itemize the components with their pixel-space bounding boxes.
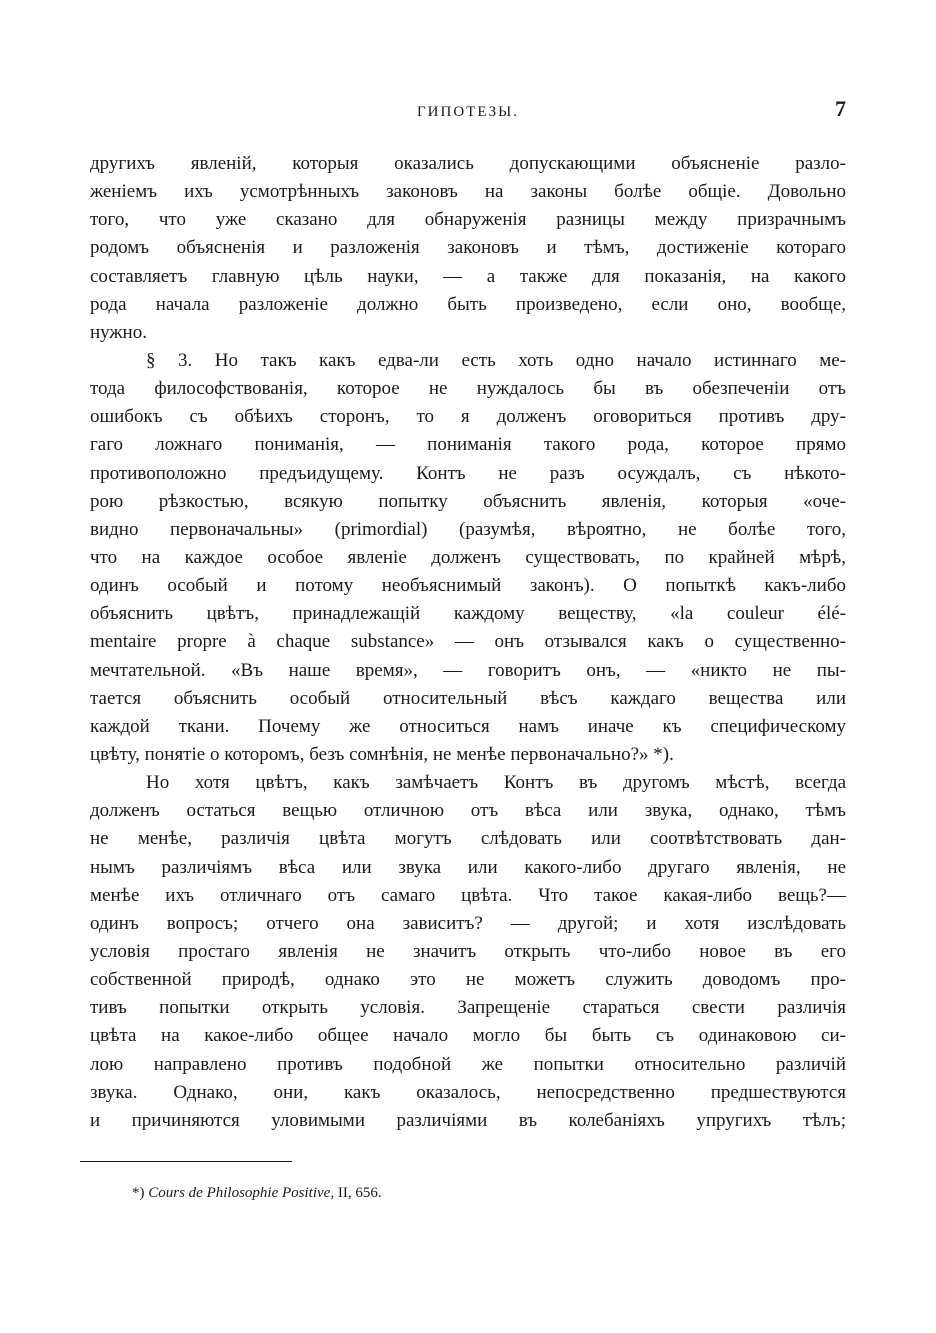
text-line: объяснить цвѣтъ, принадлежащій каждому веществу, «la couleur élé- — [90, 603, 846, 625]
footnote-divider — [80, 1161, 292, 1162]
text-line: что на каждое особое явленіе долженъ существовать, по крайней мѣрѣ, — [90, 546, 846, 568]
text-line: каждой ткани. Почему же относиться намъ иначе къ специфическому — [90, 715, 846, 737]
text-line: нужно. — [90, 321, 147, 343]
text-line: противоположно предъидущему. Контъ не разъ осуждалъ, съ нѣкото- — [90, 462, 846, 484]
text-line: Но хотя цвѣтъ, какъ замѣчаетъ Контъ въ другомъ мѣстѣ, всегда — [146, 772, 846, 794]
text-line: звука. Однако, они, какъ оказалось, непосредственно предшествуются — [90, 1081, 846, 1103]
text-line: долженъ остаться вещью отличною отъ вѣса или звука, однако, тѣмъ — [90, 800, 846, 822]
text-line: цвѣта на какое-либо общее начало могло бы быть съ одинаковою си- — [90, 1025, 846, 1047]
text-line: одинъ вопросъ; отчего она зависитъ? — другой; и хотя изслѣдовать — [90, 912, 846, 934]
footnote-marker: *) — [132, 1185, 145, 1201]
main-text — [90, 150, 846, 1135]
text-line: и причиняются уловимыми различіями въ колебаніяхъ упругихъ тѣлъ; — [90, 1109, 846, 1131]
text-line: рода начала разложеніе должно быть произведено, если оно, вообще, — [90, 293, 846, 315]
text-line: нымъ различіямъ вѣса или звука или какого-либо другаго явленія, не — [90, 856, 846, 878]
text-line: условія простаго явленія не значитъ открыть что-либо новое въ его — [90, 940, 846, 962]
text-line: видно первоначальны» (primordial) (разумѣя, вѣроятно, не болѣе того, — [90, 518, 846, 540]
text-line: тается объяснить особый относительный вѣсъ каждаго вещества или — [90, 687, 846, 709]
footnote-reference: , II, 656. — [330, 1185, 382, 1201]
text-line: родомъ объясненія и разложенія законовъ и тѣмъ, достиженіе котораго — [90, 237, 846, 259]
text-line: другихъ явленій, которыя оказались допускающими объясненіе разло- — [90, 153, 846, 174]
text-line: mentaire propre à chaque substance» — онъ отзывался какъ о существенно- — [90, 631, 846, 653]
running-title: ГИПОТЕЗЫ. — [416, 104, 520, 120]
text-line: мечтательной. «Въ наше время», — говоритъ онъ, — «никто не пы- — [90, 659, 846, 681]
text-line: цвѣту, понятіе о которомъ, безъ сомнѣнія, не менѣе первоначально?» *). — [90, 743, 674, 765]
text-line: тода философствованія, которое не нуждалось бы въ обезпеченіи отъ — [90, 378, 846, 400]
footnote-title: Cours de Philosophie Positive — [148, 1185, 331, 1201]
text-line: тивъ попытки открыть условія. Запрещеніе стараться свести различія — [90, 997, 846, 1019]
text-line: гаго ложнаго пониманія, — пониманія такого рода, которое прямо — [90, 434, 846, 456]
page-number: 7 — [835, 96, 846, 121]
text-line: того, что уже сказано для обнаруженія разницы между призрачнымъ — [90, 209, 846, 231]
text-line: одинъ особый и потому необъяснимый законъ). О попыткѣ какъ-либо — [90, 575, 846, 597]
text-line: не менѣе, различія цвѣта могутъ слѣдовать или соотвѣтствовать дан- — [90, 828, 846, 850]
text-line: составляетъ главную цѣль науки, — а также для показанія, на какого — [90, 265, 846, 287]
text-line: лою направлено противъ подобной же попытки относительно различій — [90, 1053, 846, 1075]
text-line: менѣе ихъ отличнаго отъ самаго цвѣта. Что такое какая-либо вещь?— — [90, 884, 846, 906]
text-line: ошибокъ съ обѣихъ сторонъ, то я долженъ оговориться противъ дру- — [90, 406, 846, 428]
footnote — [132, 1185, 382, 1202]
text-line: женіемъ ихъ усмотрѣнныхъ законовъ на законы болѣе общіе. Довольно — [90, 181, 846, 203]
text-line: собственной природѣ, однако это не можетъ служить доводомъ про- — [90, 969, 846, 991]
text-line: § 3. Но такъ какъ едва-ли есть хоть одно начало истиннаго ме- — [146, 349, 846, 371]
text-line: рою рѣзкостью, всякую попытку объяснить явленія, которыя «оче- — [90, 490, 846, 512]
